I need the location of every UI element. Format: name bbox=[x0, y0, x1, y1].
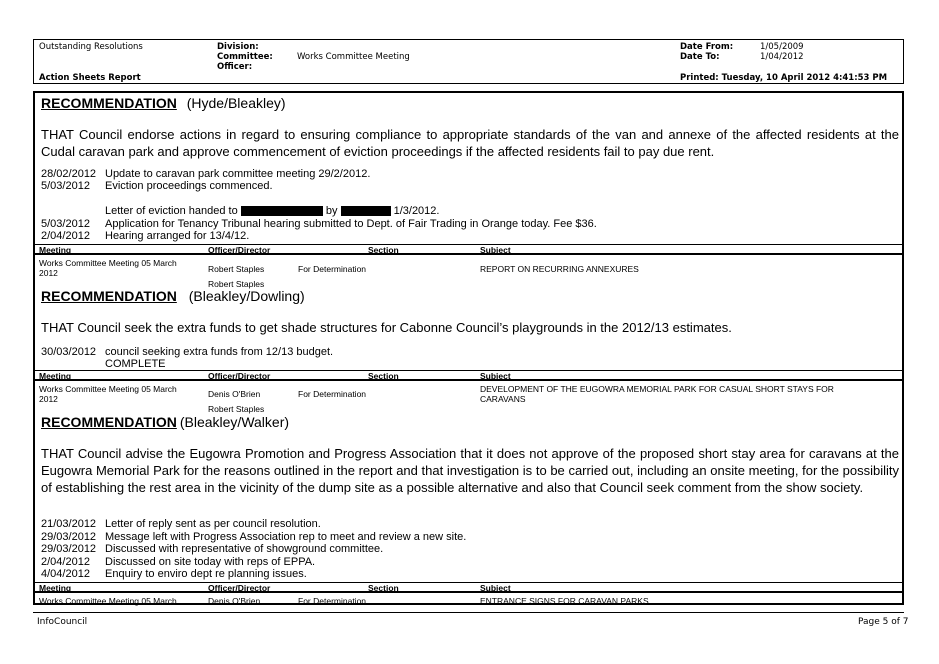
log-text: Eviction proceedings commenced. bbox=[105, 180, 273, 192]
report-type: Action Sheets Report bbox=[39, 73, 141, 83]
committee-value: Works Committee Meeting bbox=[297, 52, 410, 62]
officer-cell: Denis O'Brien bbox=[208, 596, 261, 606]
report-header bbox=[33, 39, 904, 84]
officer-cell: Robert Staples bbox=[208, 404, 265, 414]
recommendation-label: RECOMMENDATION bbox=[41, 95, 177, 111]
log-date: 2/04/2012 bbox=[41, 555, 90, 568]
col-meeting: Meeting bbox=[39, 371, 72, 381]
report-name: Outstanding Resolutions bbox=[39, 42, 143, 52]
col-meeting: Meeting bbox=[39, 245, 72, 255]
section-cell: For Determination bbox=[298, 389, 367, 399]
division-label: Division: bbox=[217, 42, 259, 52]
table-row bbox=[35, 596, 902, 606]
table-header bbox=[35, 244, 902, 255]
col-officer: Officer/Director bbox=[208, 371, 271, 381]
col-subject: Subject bbox=[480, 583, 511, 593]
log-date: 29/03/2012 bbox=[41, 543, 97, 555]
log-status: COMPLETE bbox=[105, 358, 166, 370]
date-to-label: Date To: bbox=[680, 52, 720, 62]
log-date: 4/04/2012 bbox=[41, 568, 90, 580]
recommendation-heading-3 bbox=[41, 414, 289, 430]
recommendation-heading-1 bbox=[41, 95, 286, 111]
col-meeting: Meeting bbox=[39, 583, 72, 593]
col-officer: Officer/Director bbox=[208, 245, 271, 255]
date-to-value: 1/04/2012 bbox=[760, 52, 804, 62]
recommendation-text-2: THAT Council seek the extra funds to get shade structures for Cabonne Council’s playgrounds in the 2012/13 estimates. bbox=[41, 320, 732, 335]
log-text: Discussed with representative of showground committee. bbox=[105, 543, 384, 555]
section-cell: For Determination bbox=[298, 596, 367, 606]
meeting-cell: Works Committee Meeting 05 March 2012 bbox=[39, 258, 177, 278]
col-officer: Officer/Director bbox=[208, 583, 271, 593]
col-subject: Subject bbox=[480, 371, 511, 381]
recommendation-label: RECOMMENDATION bbox=[41, 288, 177, 304]
officer-label: Officer: bbox=[217, 62, 253, 72]
log-text: Letter of reply sent as per council resolution. bbox=[105, 518, 321, 530]
redacted-name bbox=[241, 206, 323, 216]
report-body bbox=[33, 91, 904, 605]
recommendation-text-3: THAT Council advise the Eugowra Promotion and Progress Association that it does not approve of the proposed short stay area for caravans at the Eugowra Memorial Park for the reasons outlined in the report and that investigation is to be carried out, including an onsite meeting, for the possibility of establishing the rest area in the vicinity of the dump site as a possible alternative and also that Council seek comment from the show society. bbox=[41, 446, 899, 495]
printed-timestamp: Printed: Tuesday, 10 April 2012 4:41:53 PM bbox=[680, 73, 888, 83]
log-date: 5/03/2012 bbox=[41, 218, 90, 230]
eviction-text-c: 1/3/2012. bbox=[393, 205, 440, 217]
recommendation-heading-2 bbox=[41, 288, 305, 304]
meeting-cell: Works Committee Meeting 05 March 2012 bbox=[39, 384, 177, 404]
log-date: 28/02/2012 bbox=[41, 168, 97, 180]
log-date: 21/03/2012 bbox=[41, 518, 97, 530]
col-section: Section bbox=[368, 583, 399, 593]
section-cell: For Determination bbox=[298, 264, 367, 274]
movers: (Bleakley/Walker) bbox=[179, 414, 290, 430]
subject-cell: ENTRANCE SIGNS FOR CARAVAN PARKS bbox=[480, 596, 649, 606]
date-from-label: Date From: bbox=[680, 42, 734, 52]
subject-cell: REPORT ON RECURRING ANNEXURES bbox=[480, 264, 639, 274]
eviction-letter-line bbox=[105, 205, 439, 218]
table-header bbox=[35, 582, 902, 593]
date-from-value: 1/05/2009 bbox=[760, 42, 804, 52]
officer-cell: Robert Staples bbox=[208, 264, 265, 274]
log-date: 29/03/2012 bbox=[41, 530, 97, 543]
table-row bbox=[35, 384, 902, 414]
officer-cell: Denis O'Brien bbox=[208, 389, 261, 399]
log-text: Application for Tenancy Tribunal hearing submitted to Dept. of Fair Trading in Orange today. Fee $36. bbox=[105, 218, 597, 230]
meeting-cell: Works Committee Meeting 05 March bbox=[39, 596, 177, 606]
log-text: Hearing arranged for 13/4/12. bbox=[105, 230, 250, 242]
col-subject: Subject bbox=[480, 245, 511, 255]
footer-brand: InfoCouncil bbox=[37, 617, 88, 627]
log-date: 2/04/2012 bbox=[41, 230, 90, 242]
col-section: Section bbox=[368, 371, 399, 381]
log-text: Discussed on site today with reps of EPPA. bbox=[105, 555, 316, 568]
eviction-text-b: by bbox=[325, 205, 338, 217]
eviction-text-a: Letter of eviction handed to bbox=[105, 205, 238, 217]
log-text: Enquiry to enviro dept re planning issues. bbox=[105, 568, 307, 580]
log-text: Message left with Progress Association rep to meet and review a new site. bbox=[105, 530, 467, 543]
page-number: Page 5 of 7 bbox=[858, 617, 909, 627]
log-date: 5/03/2012 bbox=[41, 180, 90, 192]
footer-divider bbox=[33, 612, 904, 613]
subject-cell: DEVELOPMENT OF THE EUGOWRA MEMORIAL PARK FOR CASUAL SHORT STAYS FOR CARAVANS bbox=[480, 384, 834, 404]
log-text: Update to caravan park committee meeting 29/2/2012. bbox=[105, 168, 371, 180]
movers: (Hyde/Bleakley) bbox=[186, 95, 286, 111]
table-header bbox=[35, 370, 902, 381]
officer-cell: Robert Staples bbox=[208, 279, 265, 289]
committee-label: Committee: bbox=[217, 52, 273, 62]
log-text: council seeking extra funds from 12/13 budget. bbox=[105, 346, 334, 358]
movers: (Bleakley/Dowling) bbox=[188, 288, 305, 304]
redacted-name bbox=[341, 206, 391, 216]
table-row bbox=[35, 258, 902, 288]
col-section: Section bbox=[368, 245, 399, 255]
log-date: 30/03/2012 bbox=[41, 346, 97, 358]
recommendation-text-1: THAT Council endorse actions in regard to ensuring compliance to appropriate standards of the van and annexe of the affected residents at the Cudal caravan park and approve commencement of eviction proceedings if the affected residents fail to pay due rent. bbox=[41, 127, 899, 159]
recommendation-label: RECOMMENDATION bbox=[41, 414, 177, 430]
